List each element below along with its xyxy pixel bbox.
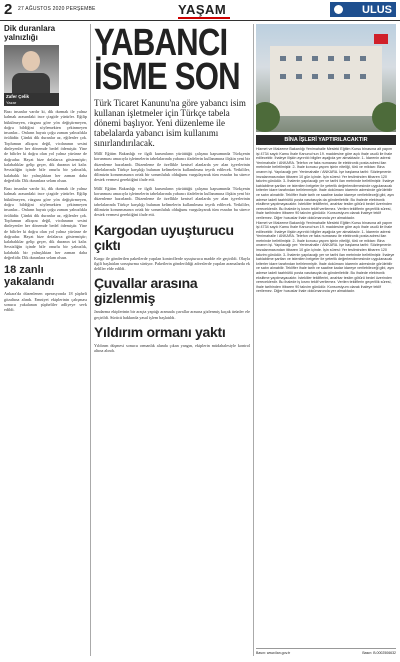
main-headline-line2: İSME SON (94, 56, 240, 98)
brand-logo (330, 2, 396, 17)
column-divider (253, 24, 254, 656)
column-headline: Dik duranlara yalnızlığı (4, 24, 56, 42)
main-story (94, 24, 250, 656)
story-body-3: Jandarma ekiplerinin bir araçta yaptığı aramada çuvallar arasına gizlenmiş kaçak ürünler ele geçirildi. Sürücü hakkında yasal işlem başlatıldı. (94, 309, 250, 320)
story-body-4: Yıldırım düşmesi sonucu ormanlık alanda çıkan yangın, ekiplerin müdahalesiyle kontrol altına alındı. (94, 343, 250, 354)
main-headline (94, 24, 240, 98)
notice-body-cont: Hizmet ve Malzeme Bakanlığı Yenimahalle Mesleki Eğitim Kursu binasına ait yapım işi 4734 sayılı Kamu İhale Kanunu'nun 19. maddesine göre açık ihale usulü ile ihale edilecektir. İhaleye ilişkin ayrıntılı bilgiler aşağıda yer almaktadır. 1- İdarenin adresi: Yenimahalle / ANKARA. Telefon ve faks numarası ile elektronik posta adresi ilan metninde belirtilmiştir. 2- İhale konusu yapım işinin niteliği, türü ve miktarı: Bina onarım işi. Yapılacağı yer: Yenimahalle / ANKARA. İşe başlama tarihi: Sözleşmenin imzalanmasından itibaren 10 gün içinde. İşin süresi: Yer tesliminden itibaren 120 takvim günüdür. 3- İhalenin yapılacağı yer ve tarihi ilan metninde belirtilmiştir. İhaleye katılabilme şartları ve istenilen belgeler ile yeterlik değerlendirmesinde uygulanacak kriterler idare tarafından belirlenmiştir. İhale dokümanı idarenin adresinde görülebilir ve satın alınabilir. Teklifler ihale tarih ve saatine kadar idareye verilebileceği gibi, aynı adrese iadeli taahhütlü posta vasıtasıyla da gönderilebilir. Bu ihalede elektronik eksiltme yapılmayacaktır. İstekliler tekliflerini, anahtar teslim götürü bedel üzerinden vereceklerdir. Bu ihalede iş kısmı teklif verilemez. Verilen tekliflerin geçerlilik süresi, ihale tarihinden itibaren 90 takvim günüdür. Konsorsiyum olarak ihaleye teklif verilemez. Diğer hususlar ihale dokümanında yer almaktadır. (256, 220, 395, 294)
story-headline-4: Yıldırım ormanı yaktı (94, 324, 226, 341)
issue-date: 27 AĞUSTOS 2020 PERŞEMBE (18, 6, 96, 12)
column-divider (90, 24, 91, 656)
flag-icon (374, 34, 388, 44)
brand-name: ULUS (362, 3, 392, 16)
main-lead: Türk Ticaret Kanunu'na göre yabancı isim kullanan işletmeler için Türkçe tabela dönemi başlıyor. Yeni düzenleme ile tabelalarda yabancı isim kullanımı sınırlandırılacak. (94, 98, 246, 148)
notice-footer (256, 648, 396, 657)
page-header (0, 0, 400, 21)
footer-source: Basın: www.ilan.gov.tr (256, 651, 291, 655)
author-photo (4, 45, 59, 93)
notice-column (256, 24, 396, 656)
notice-body: Hizmet ve Malzeme Bakanlığı Yenimahalle Mesleki Eğitim Kursu binasına ait yapım işi 4734 sayılı Kamu İhale Kanunu'nun 19. maddesine göre açık ihale usulü ile ihale edilecektir. İhaleye ilişkin ayrıntılı bilgiler aşağıda yer almaktadır. 1- İdarenin adresi: Yenimahalle / ANKARA. Telefon ve faks numarası ile elektronik posta adresi ilan metninde belirtilmiştir. 2- İhale konusu yapım işinin niteliği, türü ve miktarı: Bina onarım işi. Yapılacağı yer: Yenimahalle / ANKARA. İşe başlama tarihi: Sözleşmenin imzalanmasından itibaren 10 gün içinde. İşin süresi: Yer tesliminden itibaren 120 takvim günüdür. 3- İhalenin yapılacağı yer ve tarihi ilan metninde belirtilmiştir. İhaleye katılabilme şartları ve istenilen belgeler ile yeterlik değerlendirmesinde uygulanacak kriterler idare tarafından belirlenmiştir. İhale dokümanı idarenin adresinde görülebilir ve satın alınabilir. Teklifler ihale tarih ve saatine kadar idareye verilebileceği gibi, aynı adrese iadeli taahhütlü posta vasıtasıyla da gönderilebilir. Bu ihalede elektronik eksiltme yapılmayacaktır. İstekliler tekliflerini, anahtar teslim götürü bedel üzerinden vereceklerdir. Bu ihalede iş kısmı teklif verilemez. Verilen tekliflerin geçerlilik süresi, ihale tarihinden itibaren 90 takvim günüdür. Konsorsiyum olarak ihaleye teklif verilemez. Diğer hususlar ihale dokümanında yer almaktadır. (256, 147, 395, 220)
column-body-cont: Bazı insanlar vardır ki, dik durmak ile yalnız kalmak arasındaki ince çizgide yürürler. Eğilip bükülmeyen, rüzgara göre yön değiştirmeyen, doğru bildiğini söylemekten çekinmeyen insanlar... Onların hayatı çoğu zaman yalnızlıkla örülüdür. Çünkü dik duranlar az, eğilenler çok. Toplumun alkışını değil, vicdanının sesini dinleyenler her dönemde bedel ödemiştir. Yine de bilirler ki doğru olan yol yalnız yürünse de doğrudur. Hayat bize defalarca göstermiştir; kalabalıklar gelip geçer, dik duranın izi kalır. Sessizliğin içinde bile onurlu bir yalnızlık, kalabalık bir yalnışlıktan her zaman daha değerlidir. Dik duranlara selam olsun. (4, 186, 87, 261)
story-headline-2: Kargodan uyuşturucu çıktı (94, 221, 234, 253)
notice-title: BİNA İŞLERİ YAPTIRILACAKTIR (256, 135, 396, 145)
footer-code: Basın: B.0002506632 (362, 651, 396, 655)
opinion-column (4, 24, 87, 656)
section-underline (178, 17, 230, 19)
page-number: 2 (4, 1, 13, 18)
column-body: Bazı insanlar vardır ki, dik durmak ile yalnız kalmak arasındaki ince çizgide yürürler. Eğilip bükülmeyen, rüzgara göre yön değiştirmeyen, doğru bildiğini söylemekten çekinmeyen insanlar... Onların hayatı çoğu zaman yalnızlıkla örülüdür. Çünkü dik duranlar az, eğilenler çok. Toplumun alkışını değil, vicdanının sesini dinleyenler her dönemde bedel ödemiştir. Yine de bilirler ki doğru olan yol yalnız yürünse de doğrudur. Hayat bize defalarca göstermiştir; kalabalıklar gelip geçer, dik duranın izi kalır. Sessizliğin içinde bile onurlu bir yalnızlık, kalabalık bir yalnışlıktan her zaman daha değerlidir. Dik duranlara selam olsun. (4, 109, 87, 183)
story-headline-3: Çuvallar arasına gizlenmiş (94, 275, 198, 307)
building-photo (256, 24, 396, 132)
main-headline-line1: YABANCI (94, 24, 228, 64)
news-body: Ankara'da düzenlenen operasyonda 18 şüpheli gözaltına alındı. Emniyet ekiplerinin çalışması sonucu yakalanan şüpheliler adliyeye sevk edildi. (4, 291, 87, 313)
main-body: Millî Eğitim Bakanlığı ve ilgili kurumların yürüttüğü çalışma kapsamında Türkçenin korunması amacıyla işletmelerin tabelalarında yabancı ifadelerin kullanımına ilişkin yeni bir düzenleme hazırlandı. Düzenleme ile özellikle kentsel alanlarda yer alan işyerlerinin tabelalarında Türkçe karşılığı bulunan kelimelerin kullanılması teşvik edilecek. Yetkililer, dilimizin korunmasının ortak bir sorumluluk olduğunu vurgulayarak tüm esnafın bu sürece destek vermesi gerektiğini ifade etti. (94, 151, 250, 183)
author-name: Zafer Çelik (4, 93, 59, 100)
section-title: YAŞAM (178, 2, 227, 17)
author-role: Yazar (4, 100, 59, 106)
logo-mark-icon (334, 5, 343, 14)
main-body-cont: Millî Eğitim Bakanlığı ve ilgili kurumların yürüttüğü çalışma kapsamında Türkçenin korunması amacıyla işletmelerin tabelalarında yabancı ifadelerin kullanımına ilişkin yeni bir düzenleme hazırlandı. Düzenleme ile özellikle kentsel alanlarda yer alan işyerlerinin tabelalarında Türkçe karşılığı bulunan kelimelerin kullanılması teşvik edilecek. Yetkililer, dilimizin korunmasının ortak bir sorumluluk olduğunu vurgulayarak tüm esnafın bu sürece destek vermesi gerektiğini ifade etti. (94, 185, 250, 218)
story-body-2: Kargo ile gönderilen paketlerde yapılan kontrollerde uyuşturucu madde ele geçirildi. Olayla ilgili başlatılan soruşturma sürüyor. Paketlerin gönderildiği adreslerde yapılan aramalarda ek deliller elde edildi. (94, 255, 250, 272)
news-headline: 18 zanlı yakalandı (4, 264, 55, 289)
